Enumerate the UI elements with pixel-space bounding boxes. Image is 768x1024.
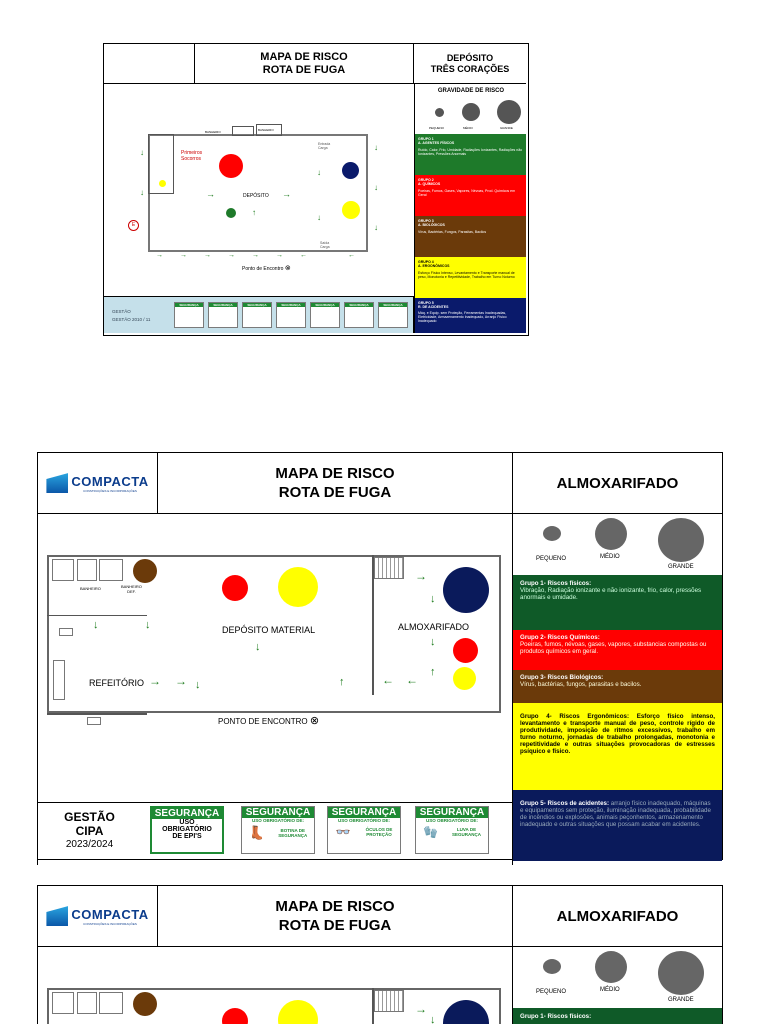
map1-arrow-14: ↓ xyxy=(140,148,144,157)
map2-door-1 xyxy=(59,628,73,636)
map1-size-small-circle xyxy=(435,108,444,117)
map2-risk-red-small xyxy=(453,638,478,663)
map1-risk-yellow-medium xyxy=(342,201,360,219)
map2-room-deposito: DEPÓSITO MATERIAL xyxy=(222,625,316,635)
map2-arrow-5: → xyxy=(175,674,187,688)
map2-wc-2 xyxy=(77,559,97,581)
map1-group-4: GRUPO 4 A. ERGONÔMICOS Esforço Físico Intenso, Levantamento e Transporte manual de peso, Monotonia e Repetitividade, Trabalho em Turno Noturno xyxy=(415,257,526,298)
map1-label-banheiro-1: BANHEIRO xyxy=(205,130,221,134)
map1-group-3: GRUPO 3 A. BIOLÓGICOS Vírus, Bactérias, Fungos, Parasitas, Bacilos xyxy=(415,216,526,257)
map1-risk-red-large xyxy=(219,154,243,178)
map1-signs-strip xyxy=(174,302,410,328)
map1-legend xyxy=(414,84,526,333)
risk-map-almoxarifado-2 xyxy=(37,885,723,1024)
map2-size-large-label: GRANDE xyxy=(668,564,694,570)
map2-gestao-line1: GESTÃO xyxy=(64,810,115,824)
map1-floor-plan xyxy=(104,84,414,296)
map2-sign-botina-line1: USO OBRIGATÓRIO DE: xyxy=(252,818,304,823)
map1-meeting-point-label: Ponto de Encontro xyxy=(242,266,284,272)
meeting-point-icon: ⊗ xyxy=(284,265,291,272)
compacta-logo-icon xyxy=(46,473,68,493)
map1-arrow-13: ↓ xyxy=(374,223,378,232)
map2-sign-epi-line1: USO xyxy=(179,819,195,826)
map1-risk-yellow-small xyxy=(159,180,166,187)
map2-size-medium-circle xyxy=(595,518,627,550)
map2-room-refeitorio: REFEITÓRIO xyxy=(89,678,145,688)
map2-wc-1 xyxy=(52,559,74,581)
map1-group-2: GRUPO 2 A. QUÍMICOS Poeiras, Fumos, Gases, Vapores, Névoas, Prod. Químicos em Geral xyxy=(415,175,526,216)
map2-sign-oculos-line2: ÓCULOS DE xyxy=(365,827,393,832)
risk-map-almoxarifado xyxy=(37,452,723,860)
map1-entrada-label xyxy=(318,142,330,150)
map1-title xyxy=(195,44,414,84)
map1-risk-green-small xyxy=(226,208,236,218)
map2-arrow-2: ↓ xyxy=(145,619,151,631)
map2-sign-oculos xyxy=(327,806,401,854)
map2-sign-botina-header: SEGURANÇA xyxy=(242,807,314,818)
map1-arrow-12: ↓ xyxy=(374,183,378,192)
map3-arrow-1: → xyxy=(415,1002,427,1016)
map1-label-banheiro-2: BANHEIRO xyxy=(258,128,274,132)
map2-title xyxy=(157,452,513,514)
map2-wc-3 xyxy=(99,559,123,581)
map2-gestao xyxy=(37,802,142,860)
map1-arrow-1: → xyxy=(156,252,163,259)
map1-arrow-4: → xyxy=(228,252,235,259)
map1-gravity-title: GRAVIDADE DE RISCO xyxy=(437,88,505,94)
map2-arrow-10: ↑ xyxy=(430,666,436,678)
map1-risk-blue-medium xyxy=(342,162,359,179)
map2-stairs xyxy=(374,557,404,579)
map1-group-5: GRUPO 5 R. DE ACIDENTES Máq. e Equip. sem Proteção, Ferramentas Inadequadas, Eletricidade, Armazenamento Inadequado, Arranjo Físico Inadequado xyxy=(415,298,526,333)
map2-risk-blue-large xyxy=(443,567,489,613)
map2-arrow-12: ↓ xyxy=(430,593,436,605)
map3-size-medium-label: MÉDIO xyxy=(600,987,620,993)
map2-sign-epi-line2: OBRIGATÓRIO xyxy=(162,826,212,833)
map1-arrow-16: ↓ xyxy=(317,168,321,177)
map2-arrow-3: ↓ xyxy=(255,641,261,653)
map2-logo-cell xyxy=(37,452,158,514)
map1-first-aid-line1: Primeiros xyxy=(181,150,203,156)
map2-risk-red-medium xyxy=(222,575,248,601)
meeting-point-icon: ⊗ xyxy=(309,715,320,727)
map2-title-line1: MAPA DE RISCO xyxy=(275,465,395,482)
map2-group-1: Grupo 1- Riscos físicos: Vibração, Radiação ionizante e não ionizante, frio, calor, pressões anormais e umidade. xyxy=(513,575,722,630)
map2-sign-epi-line3: DE EPI'S xyxy=(172,833,202,840)
map2-door-2 xyxy=(87,717,101,725)
map3-size-small-label: PEQUENO xyxy=(536,989,567,995)
map2-group-5: Grupo 5- Riscos de acidentes: arranjo físico inadequado, máquinas e equipamentos sem proteção, iluminação inadequada, probabilidade de incêndios ou explosões, animais peçonhentos, armazenamento inadequado e outras situações que possam acabar em acidentes. xyxy=(513,790,722,861)
map2-size-small-circle xyxy=(543,526,561,541)
map1-gestao-line2: GESTÃO 2010 / 11 xyxy=(112,317,151,322)
map1-sign-6: SEGURANÇA xyxy=(344,302,374,328)
map3-title xyxy=(157,885,513,947)
map2-arrow-9: ← xyxy=(406,673,418,687)
map2-banheiro-def xyxy=(121,584,142,594)
map3-wc-2 xyxy=(77,992,97,1014)
map2-sign-oculos-line3: PROTEÇÃO xyxy=(366,832,392,837)
map2-size-large-circle xyxy=(658,518,704,562)
map3-size-medium-circle xyxy=(595,951,627,983)
map2-gestao-year: 2023/2024 xyxy=(65,839,114,850)
map1-first-aid xyxy=(181,150,202,162)
map1-location-line2: TRÊS CORAÇÕES xyxy=(430,63,510,74)
map1-arrow-17: ↓ xyxy=(317,213,321,222)
map2-meeting-point xyxy=(218,714,319,727)
map3-title-line2: ROTA DE FUGA xyxy=(278,917,392,934)
map1-gestao-line1: GESTÃO xyxy=(112,309,131,314)
map2-group-2: Grupo 2- Riscos Químicos: Poeiras, fumos, névoas, gases, vapores, substancias compostas ou produtos químicos em geral. xyxy=(513,630,722,670)
map1-room-deposito: DEPÓSITO xyxy=(243,193,269,199)
map1-meeting-point xyxy=(242,264,291,272)
map1-saida-line1: Saída xyxy=(320,241,330,245)
risk-map-deposito xyxy=(103,43,529,336)
map1-arrow-5: → xyxy=(252,252,259,259)
map1-arrow-10: → xyxy=(282,189,291,199)
map2-group-3: Grupo 3- Riscos Biológicos: Vírus, bactérias, fungos, parasitas e bacilos. xyxy=(513,670,722,703)
map3-wc-1 xyxy=(52,992,74,1014)
map1-arrow-9: → xyxy=(206,189,215,199)
map2-risk-yellow-large xyxy=(278,567,318,607)
map2-arrow-1: ↓ xyxy=(93,619,99,631)
compacta-logo xyxy=(46,473,148,493)
map2-sign-oculos-line1: USO OBRIGATÓRIO DE: xyxy=(338,818,390,823)
map2-sign-luva-line3: SEGURANÇA xyxy=(451,832,481,837)
map2-title-line2: ROTA DE FUGA xyxy=(278,484,392,501)
map3-title-line1: MAPA DE RISCO xyxy=(275,898,395,915)
map2-arrow-4: → xyxy=(149,674,161,688)
map2-group-4: Grupo 4- Riscos Ergonômicos: Esforço físico intenso, levantamento e transporte manual de peso, controle rígido de produtividade, imposição de ritmos excessivos, trabalho em turno noturno, jornadas de trabalho prolongadas, monotonia e repetitividade e outras situações provocadoras de estresses psíquico e físico. xyxy=(513,703,722,790)
goggles-icon: 👓 xyxy=(335,825,351,839)
map2-sign-luva-line2: LUVA DE xyxy=(456,827,477,832)
map1-sign-5: SEGURANÇA xyxy=(310,302,340,328)
map2-size-medium-label: MÉDIO xyxy=(600,554,620,560)
map2-arrow-8: ← xyxy=(382,673,394,687)
compacta-logo xyxy=(46,906,148,926)
map3-location: ALMOXARIFADO xyxy=(512,885,723,947)
map2-arrow-6: ↓ xyxy=(195,679,201,691)
map2-sign-botina xyxy=(241,806,315,854)
map1-size-large-label: GRANDE xyxy=(500,126,513,130)
map1-title-line2: ROTA DE FUGA xyxy=(262,63,346,76)
map3-size-large-label: GRANDE xyxy=(668,997,694,1003)
map2-location: ALMOXARIFADO xyxy=(512,452,723,514)
map3-arrow-2: ↓ xyxy=(430,1014,436,1024)
map1-logo-cell xyxy=(104,44,195,84)
map1-arrow-15: ↓ xyxy=(140,188,144,197)
map2-sign-luva-header: SEGURANÇA xyxy=(416,807,488,818)
map2-wall-bottom-left xyxy=(47,713,147,715)
map3-risk-brown-small xyxy=(133,992,157,1016)
map1-arrow-3: → xyxy=(204,252,211,259)
map1-title-line1: MAPA DE RISCO xyxy=(260,50,348,63)
map2-sign-oculos-header: SEGURANÇA xyxy=(328,807,400,818)
compacta-logo-subtext: CONSTRUÇÕES E INCORPORAÇÕES xyxy=(83,921,137,926)
map2-sign-epi-header: SEGURANÇA xyxy=(152,808,222,819)
compacta-logo-text: COMPACTA xyxy=(71,906,149,922)
glove-icon: 🧤 xyxy=(423,825,438,839)
map3-stairs xyxy=(374,990,404,1012)
map2-sign-epi xyxy=(150,806,224,854)
map1-first-aid-line2: Socorros xyxy=(181,156,202,162)
map2-sign-luva-line1: USO OBRIGATÓRIO DE: xyxy=(426,818,478,823)
map1-gestao xyxy=(112,308,150,324)
map1-size-large-circle xyxy=(497,100,521,124)
map3-legend xyxy=(512,946,723,1024)
map1-small-room xyxy=(232,126,254,136)
map2-sign-botina-line3: SEGURANÇA xyxy=(278,833,308,838)
map2-risk-brown-small xyxy=(133,559,157,583)
compacta-logo-text: COMPACTA xyxy=(71,473,149,489)
map1-sign-7: SEGURANÇA xyxy=(378,302,408,328)
map1-entrada-line1: Entrada xyxy=(318,142,331,146)
map1-arrow-11: ↓ xyxy=(374,143,378,152)
map1-sign-3: SEGURANÇA xyxy=(242,302,272,328)
map2-banheiro-def-line2: DEF. xyxy=(127,589,136,594)
map2-room-almox: ALMOXARIFADO xyxy=(398,622,470,632)
map2-arrow-11: → xyxy=(415,569,427,583)
map2-risk-yellow-small xyxy=(453,667,476,690)
map2-banheiro-def-line1: BANHEIRO xyxy=(121,584,142,589)
map1-arrow-8: ← xyxy=(348,252,355,259)
map3-size-large-circle xyxy=(658,951,704,995)
map1-sign-2: SEGURANÇA xyxy=(208,302,238,328)
map3-group-1: Grupo 1- Riscos físicos: xyxy=(513,1008,722,1024)
map1-sign-4: SEGURANÇA xyxy=(276,302,306,328)
map1-entrada-line2: Carga xyxy=(318,146,328,150)
fire-extinguisher-icon: E xyxy=(128,220,139,231)
map2-arrow-7: ↑ xyxy=(339,676,345,688)
map2-arrow-13: ↓ xyxy=(430,636,436,648)
map3-logo-cell xyxy=(37,885,158,947)
map1-arrow-7: ← xyxy=(300,252,307,259)
map1-size-medium-label: MÉDIO xyxy=(463,126,473,130)
map1-location xyxy=(414,44,526,84)
map1-arrow-6: → xyxy=(276,252,283,259)
map1-arrow-2: → xyxy=(180,252,187,259)
boot-icon: 👢 xyxy=(248,825,265,840)
map1-group-1: GRUPO 1 A. AGENTES FÍSICOS Ruído, Calor, Frio, Umidade, Radiações Ionizantes, Radiações não Ionizantes, Pressões Anormais xyxy=(415,134,526,175)
map2-wall-top-left-rooms xyxy=(47,615,147,616)
map2-table xyxy=(53,660,65,700)
map2-meeting-point-label: PONTO DE ENCONTRO xyxy=(218,717,308,726)
map1-saida-line2: Carga xyxy=(320,245,330,249)
map1-location-line1: DEPÓSITO xyxy=(446,52,494,63)
map1-saida-label xyxy=(320,241,330,249)
map3-wall-almox-left xyxy=(372,988,374,1024)
map2-size-small-label: PEQUENO xyxy=(536,556,567,562)
map2-sign-luva xyxy=(415,806,489,854)
map1-arrow-18: ↑ xyxy=(252,208,256,217)
map1-size-medium-circle xyxy=(462,103,480,121)
map3-wc-3 xyxy=(99,992,123,1014)
map1-size-small-label: PEQUENO xyxy=(429,126,445,130)
map2-banheiro-label: BANHEIRO xyxy=(80,586,101,591)
map2-legend xyxy=(512,513,723,860)
map1-sign-1: SEGURANÇA xyxy=(174,302,204,328)
map2-sign-botina-line2: BOTINA DE xyxy=(280,828,306,833)
compacta-logo-subtext: CONSTRUÇÕES E INCORPORAÇÕES xyxy=(83,488,137,493)
map2-gestao-line2: CIPA xyxy=(75,824,104,838)
map3-size-small-circle xyxy=(543,959,561,974)
compacta-logo-icon xyxy=(46,906,68,926)
